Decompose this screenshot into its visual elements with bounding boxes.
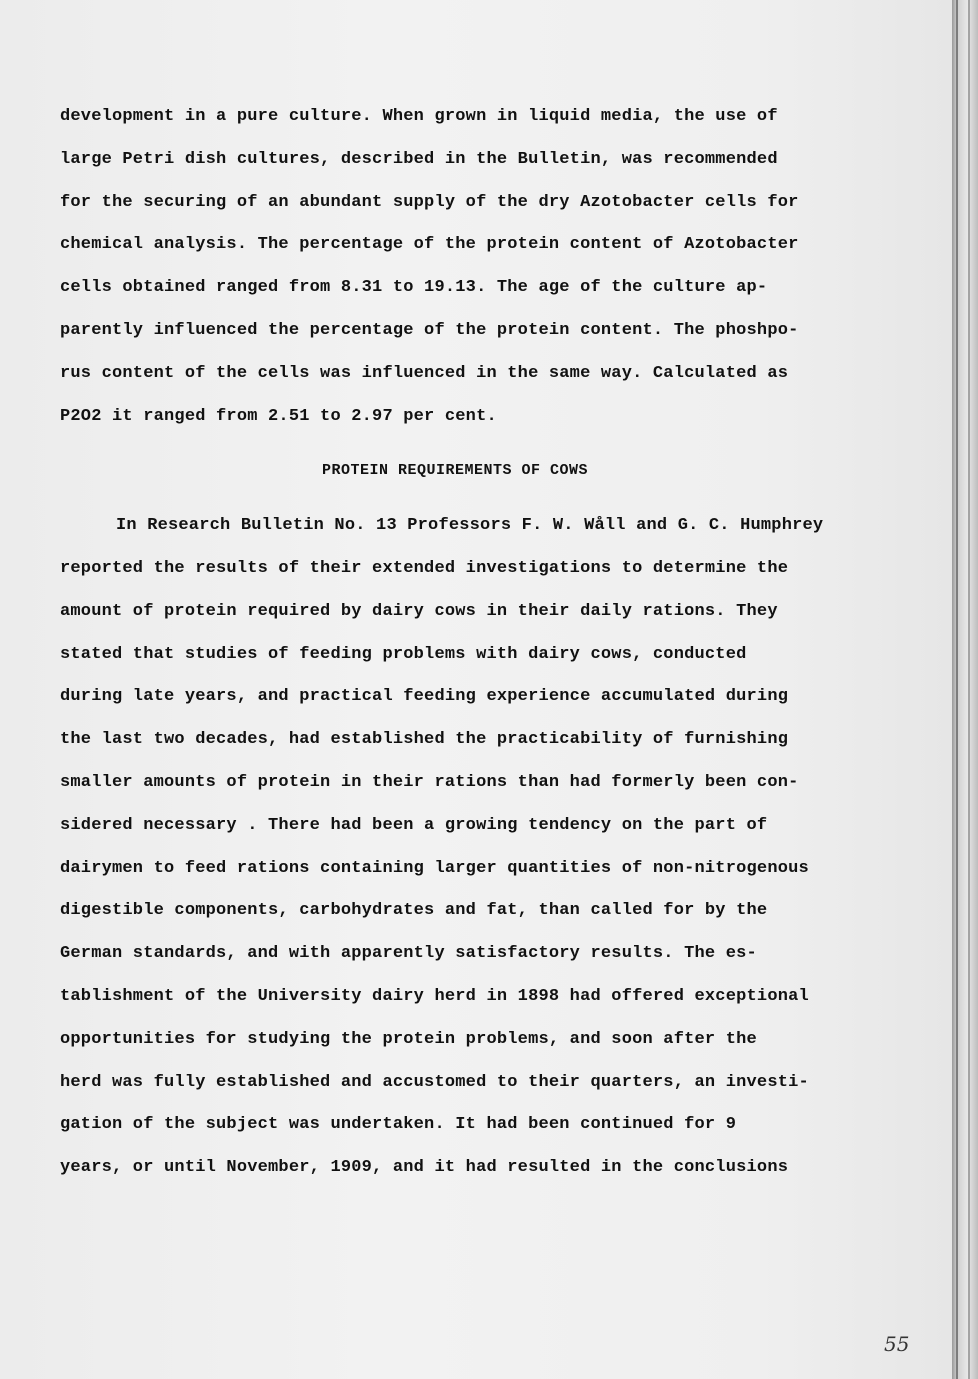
text-line: digestible components, carbohydrates and fat, than called for by the [60, 901, 768, 921]
edge-line [956, 0, 958, 1379]
edge-line [968, 0, 970, 1379]
text-line: tablishment of the University dairy herd in 1898 had offered exceptional [60, 986, 809, 1006]
text-line: rus content of the cells was influenced in the same way. Calculated as [60, 363, 789, 383]
document-body [60, 96, 850, 1190]
text-line: for the securing of an abundant supply of the dry Azotobacter cells for [60, 192, 799, 212]
text-line: the last two decades, had established the practicability of furnishing [60, 730, 789, 750]
text-line: during late years, and practical feeding experience accumulated during [60, 687, 789, 707]
text-line: In Research Bulletin No. 13 Professors F. W. Wåll and G. C. Humphrey [116, 516, 824, 536]
text-line: gation of the subject was undertaken. It had been continued for 9 [60, 1115, 737, 1135]
paragraph-azotobacter [60, 96, 850, 438]
text-line: herd was fully established and accustomed to their quarters, an investi- [60, 1072, 809, 1092]
text-line: cells obtained ranged from 8.31 to 19.13. The age of the culture ap- [60, 278, 768, 298]
text-line: amount of protein required by dairy cows in their daily rations. They [60, 601, 778, 621]
text-line: large Petri dish cultures, described in the Bulletin, was recommended [60, 149, 778, 169]
text-line: German standards, and with apparently satisfactory results. The es- [60, 944, 757, 964]
text-line: sidered necessary . There had been a growing tendency on the part of [60, 815, 768, 835]
text-line: development in a pure culture. When grown in liquid media, the use of [60, 107, 778, 126]
text-line: opportunities for studying the protein problems, and soon after the [60, 1029, 757, 1049]
text-line: years, or until November, 1909, and it had resulted in the conclusions [60, 1158, 789, 1178]
text-line: parently influenced the percentage of the protein content. The phoshpo- [60, 320, 799, 340]
text-line: reported the results of their extended investigations to determine the [60, 558, 789, 578]
text-line: chemical analysis. The percentage of the protein content of Azotobacter [60, 235, 799, 255]
text-line: smaller amounts of protein in their rations than had formerly been con- [60, 772, 799, 792]
text-line: stated that studies of feeding problems with dairy cows, conducted [60, 644, 747, 664]
paragraph-protein-requirements [60, 505, 850, 1190]
section-heading: PROTEIN REQUIREMENTS OF COWS [321, 462, 589, 480]
text-line: P2O2 it ranged from 2.51 to 2.97 per cent. [60, 406, 497, 426]
text-line: dairymen to feed rations containing larger quantities of non-nitrogenous [60, 858, 809, 878]
page-number: 55 [884, 1332, 910, 1356]
page-edge-shadow [952, 0, 978, 1379]
